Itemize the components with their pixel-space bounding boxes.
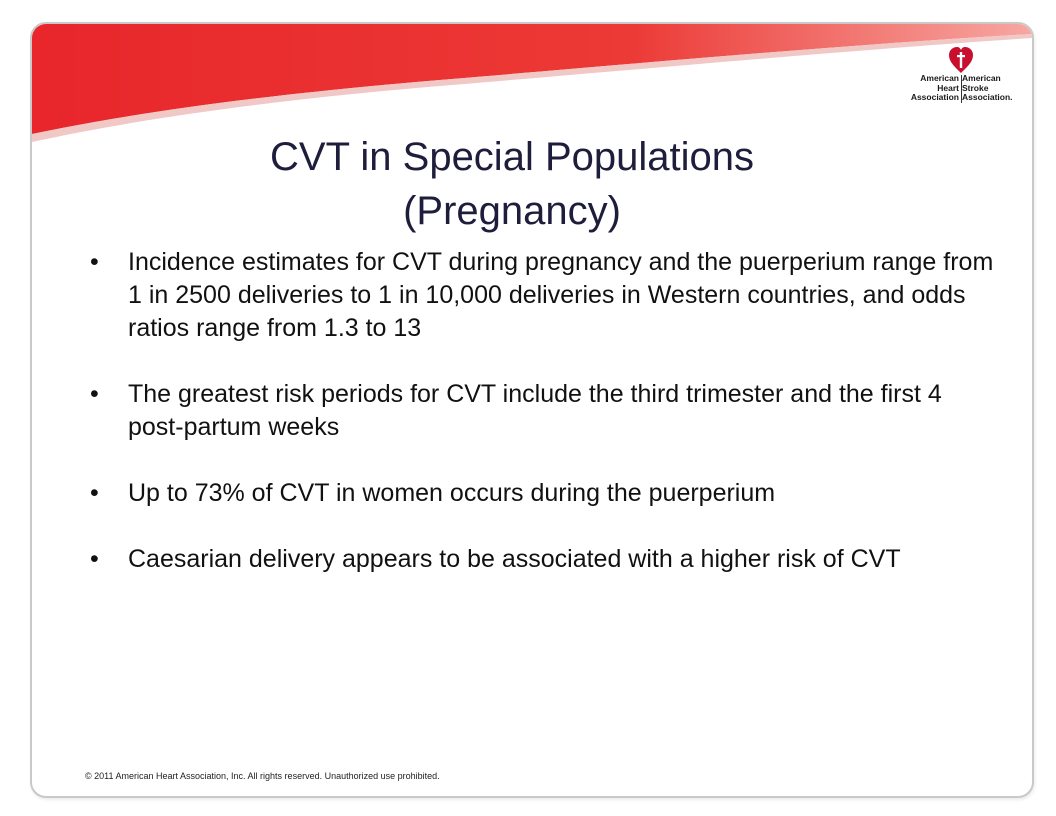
bullet-dot: • [90,248,99,276]
slide-title [122,130,902,238]
heart-torch-icon [948,46,974,74]
slide-frame [30,22,1034,798]
bullet-list [90,246,1000,576]
bullet-item [90,477,1000,510]
title-line-1: CVT in Special Populations [270,135,754,179]
bullet-text: Up to 73% of CVT in women occurs during the puerperium [128,479,776,507]
bullet-text: Caesarian delivery appears to be associated with a higher risk of CVT [128,545,901,573]
bullet-text: Incidence estimates for CVT during pregnancy and the puerperium range from 1 in 2500 deliveries to 1 in 10,000 deliveries in Western countries, and odds ratios range from 1.3 to 13 [128,248,994,342]
logo-text-heart: American Heart Association [910,73,959,102]
bullet-dot: • [90,380,99,408]
logo-text-stroke: American Stroke Association. [962,73,1013,102]
bullet-dot: • [90,545,99,573]
copyright-footer: © 2011 American Heart Association, Inc. All rights reserved. Unauthorized use prohibited. [85,771,440,781]
bullet-text: The greatest risk periods for CVT include the third trimester and the first 4 post-partum weeks [128,380,942,441]
title-line-2: (Pregnancy) [403,189,621,233]
bullet-item [90,246,1000,345]
aha-asa-logo [904,44,1019,122]
bullet-dot: • [90,479,99,507]
bullet-item [90,543,1000,576]
bullet-item [90,378,1000,444]
